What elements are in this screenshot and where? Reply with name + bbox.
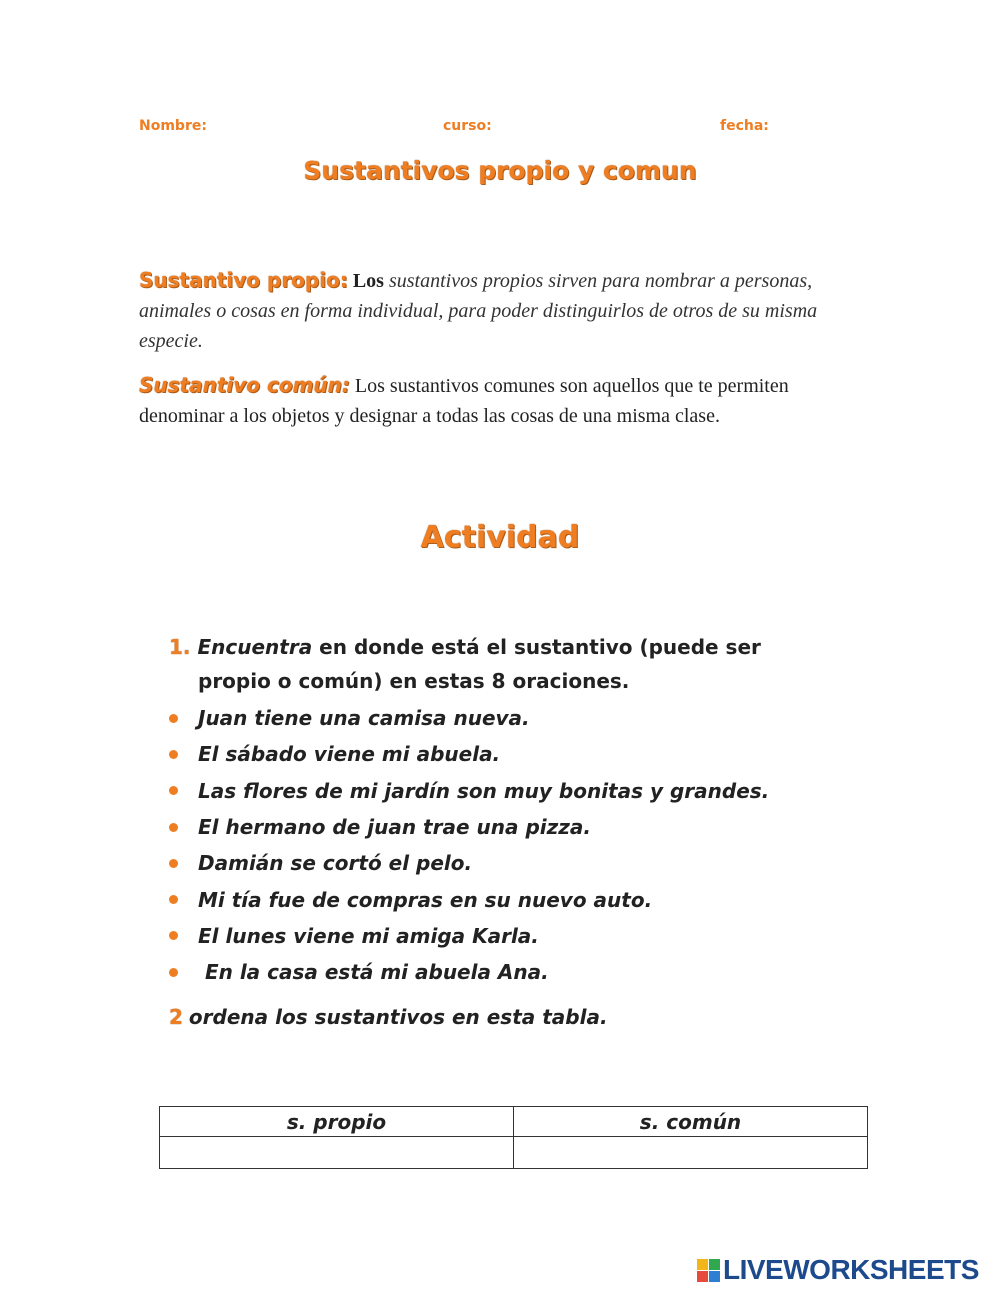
question-1-number: 1. bbox=[169, 635, 191, 659]
liveworksheets-logo bbox=[697, 1254, 979, 1286]
logo-text: LIVEWORKSHEETS bbox=[723, 1254, 979, 1285]
answer-cell-comun[interactable] bbox=[514, 1137, 868, 1169]
answer-cell-propio[interactable] bbox=[160, 1137, 514, 1169]
logo-cube-blue bbox=[709, 1271, 720, 1282]
sentence-text: El hermano de juan trae una pizza. bbox=[198, 815, 591, 840]
sentence-text: Las flores de mi jardín son muy bonitas y grandes. bbox=[198, 778, 770, 803]
bullet-icon bbox=[169, 895, 178, 904]
bullet-icon bbox=[169, 714, 178, 723]
sentence-item bbox=[169, 700, 769, 736]
sentence-item bbox=[169, 954, 769, 990]
sentence-text: El sábado viene mi abuela. bbox=[198, 742, 501, 767]
bullet-icon bbox=[169, 859, 178, 868]
definition-propio-lead: Los bbox=[352, 270, 384, 292]
logo-cube-icon bbox=[697, 1259, 720, 1282]
sentence-item bbox=[169, 809, 769, 845]
sort-table bbox=[159, 1106, 868, 1169]
question-1-line2: propio o común) en estas 8 oraciones. bbox=[198, 669, 630, 693]
logo-cube-yellow bbox=[697, 1259, 708, 1270]
logo-cube-green bbox=[709, 1259, 720, 1270]
sentence-item bbox=[169, 773, 769, 809]
sentence-item bbox=[169, 881, 769, 917]
nombre-label: Nombre: bbox=[139, 118, 207, 134]
curso-label: curso: bbox=[443, 118, 492, 134]
page-title: Sustantivos propio y comun bbox=[303, 156, 697, 185]
bullet-icon bbox=[169, 931, 178, 940]
sentence-text: En la casa está mi abuela Ana. bbox=[198, 960, 549, 985]
definition-comun bbox=[139, 370, 859, 431]
sentence-text: Damián se cortó el pelo. bbox=[198, 851, 473, 876]
column-header-comun: s. común bbox=[514, 1107, 868, 1137]
logo-cube-red bbox=[697, 1271, 708, 1282]
fecha-label: fecha: bbox=[720, 118, 769, 134]
bullet-icon bbox=[169, 823, 178, 832]
sentence-item bbox=[169, 845, 769, 881]
activity-title: Actividad bbox=[420, 520, 580, 555]
definition-propio bbox=[139, 265, 859, 356]
term-propio: Sustantivo propio: bbox=[139, 268, 348, 292]
definition-propio-text: sustantivos propios sirven para nombrar a personas, animales o cosas en forma individual, para poder distinguirlos de otros de su misma especie. bbox=[139, 270, 818, 352]
bullet-icon bbox=[169, 968, 178, 977]
question-1-verb: Encuentra bbox=[197, 635, 313, 659]
term-comun: Sustantivo común bbox=[139, 373, 342, 397]
sentence-item bbox=[169, 918, 769, 954]
sentence-item bbox=[169, 736, 769, 772]
question-1-line1: en donde está el sustantivo (puede ser bbox=[319, 635, 761, 659]
column-header-propio: s. propio bbox=[160, 1107, 514, 1137]
question-2-number: 2 bbox=[169, 1005, 183, 1029]
sentence-text: Mi tía fue de compras en su nuevo auto. bbox=[198, 887, 653, 912]
bullet-icon bbox=[169, 786, 178, 795]
sentence-text: Juan tiene una camisa nueva. bbox=[198, 706, 530, 731]
term-comun-colon: : bbox=[341, 373, 350, 397]
question-2 bbox=[169, 1005, 608, 1029]
bullet-icon bbox=[169, 750, 178, 759]
definition-comun-text: Los sustantivos comunes son aquellos que te permiten denominar a los objetos y designar a todas las cosas de una misma clase. bbox=[139, 375, 789, 427]
question-1 bbox=[169, 630, 829, 698]
question-2-text: ordena los sustantivos en esta tabla. bbox=[188, 1005, 608, 1029]
sentence-list bbox=[169, 700, 769, 990]
sentence-text: El lunes viene mi amiga Karla. bbox=[198, 923, 539, 948]
